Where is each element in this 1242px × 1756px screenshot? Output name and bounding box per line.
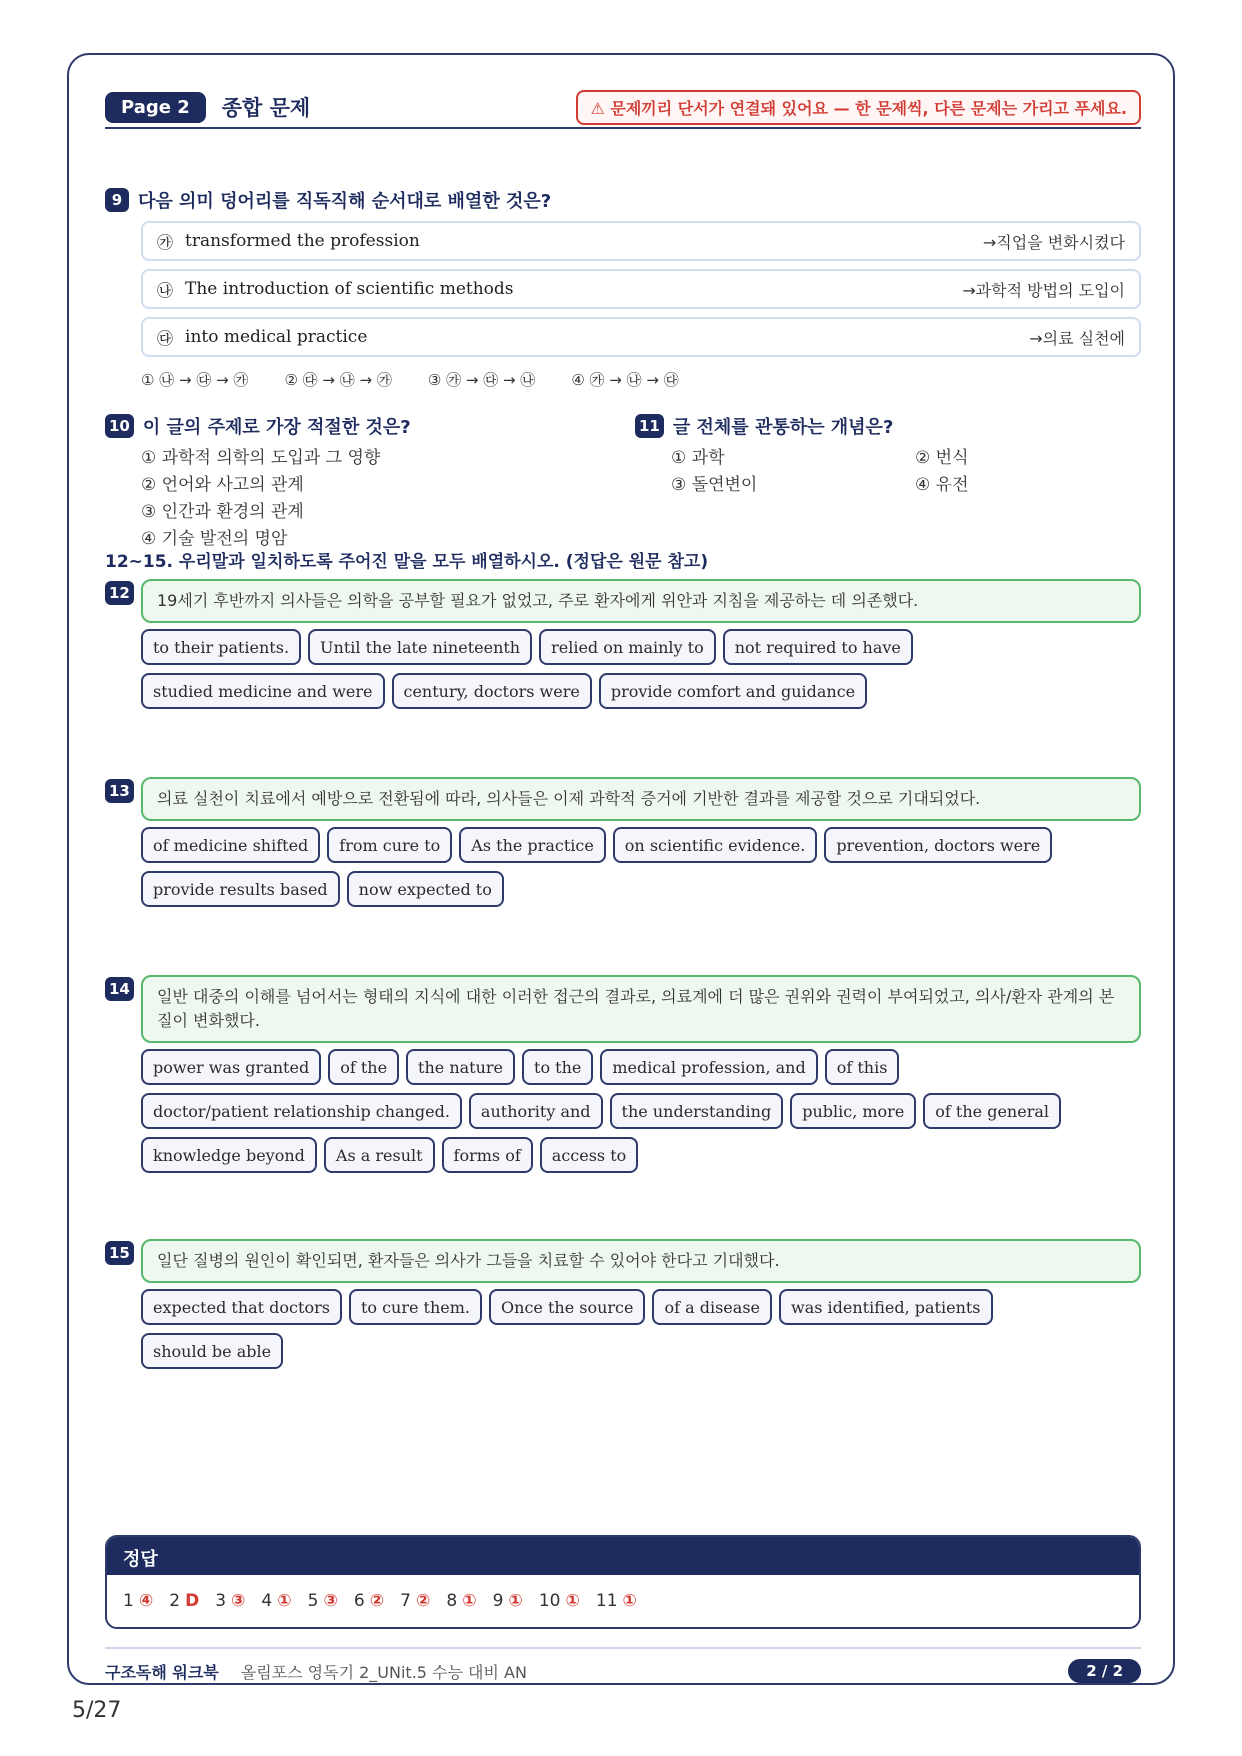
page-badge: Page 2 bbox=[105, 92, 206, 123]
option[interactable]: ④ 기술 발전의 명암 bbox=[141, 529, 288, 549]
answer-value: ③ bbox=[323, 1591, 338, 1611]
phrase-row bbox=[141, 269, 1141, 309]
answer-item bbox=[308, 1591, 338, 1611]
word-chip[interactable]: As the practice bbox=[459, 827, 606, 863]
answer-number: 2 bbox=[169, 1591, 181, 1611]
word-chip[interactable]: the nature bbox=[406, 1049, 515, 1085]
word-chip[interactable]: of the general bbox=[923, 1093, 1061, 1129]
answer-number: 3 bbox=[215, 1591, 227, 1611]
answer-number: 11 bbox=[595, 1591, 618, 1611]
word-chip[interactable]: medical profession, and bbox=[600, 1049, 817, 1085]
word-chip[interactable]: now expected to bbox=[347, 871, 504, 907]
option[interactable]: ④ ㉮ → ㉯ → ㉰ bbox=[571, 371, 679, 389]
question-number: 15 bbox=[105, 1241, 134, 1265]
word-chip[interactable]: studied medicine and were bbox=[141, 673, 385, 709]
answer-value: ① bbox=[462, 1591, 477, 1611]
answer-value: ② bbox=[369, 1591, 385, 1611]
phrase-english: transformed the profession bbox=[185, 231, 420, 251]
option[interactable]: ③ ㉮ → ㉰ → ㉯ bbox=[427, 371, 536, 389]
word-chip[interactable]: forms of bbox=[442, 1137, 533, 1173]
word-chip[interactable]: power was granted bbox=[141, 1049, 321, 1085]
answer-value: ① bbox=[508, 1591, 523, 1611]
phrase-english: into medical practice bbox=[185, 327, 368, 347]
answer-value: ③ bbox=[231, 1591, 246, 1611]
word-chip[interactable]: knowledge beyond bbox=[141, 1137, 317, 1173]
phrase-mark: ㉯ bbox=[157, 280, 174, 300]
page-footer bbox=[105, 1647, 1141, 1683]
answer-options bbox=[671, 445, 1141, 499]
task-13 bbox=[105, 777, 1141, 907]
phrase-mark: ㉮ bbox=[157, 232, 174, 252]
answer-number: 10 bbox=[538, 1591, 561, 1611]
option[interactable]: ① 과학 bbox=[671, 448, 725, 468]
word-chip[interactable]: provide comfort and guidance bbox=[599, 673, 867, 709]
answer-item bbox=[493, 1591, 523, 1611]
word-chip[interactable]: the understanding bbox=[610, 1093, 784, 1129]
page-header bbox=[105, 91, 1141, 129]
word-chip[interactable]: of medicine shifted bbox=[141, 827, 320, 863]
answer-value: ① bbox=[565, 1591, 580, 1611]
answer-item bbox=[215, 1591, 245, 1611]
korean-sentence: 일반 대중의 이해를 넘어서는 형태의 지식에 대한 이러한 접근의 결과로, 의료계에 더 많은 권위와 권력이 부여되었고, 의사/환자 관계의 본질이 변화했다. bbox=[141, 975, 1141, 1043]
answer-value: ② bbox=[415, 1591, 431, 1611]
option[interactable]: ① ㉯ → ㉰ → ㉮ bbox=[141, 371, 249, 389]
answer-value: ① bbox=[277, 1591, 292, 1611]
answer-options bbox=[141, 369, 1141, 390]
answer-key bbox=[105, 1535, 1141, 1629]
option[interactable]: ③ 인간과 환경의 관계 bbox=[141, 502, 304, 522]
answer-value: ④ bbox=[138, 1591, 154, 1611]
phrase-english: The introduction of scientific methods bbox=[185, 279, 514, 299]
answer-number: 4 bbox=[261, 1591, 273, 1611]
word-chip[interactable]: of the bbox=[328, 1049, 399, 1085]
page-content bbox=[105, 91, 1141, 1682]
word-chip[interactable]: As a result bbox=[324, 1137, 435, 1173]
answer-number: 6 bbox=[353, 1591, 365, 1611]
word-chip[interactable]: relied on mainly to bbox=[539, 629, 716, 665]
footer-brand: 구조독해 워크북 bbox=[105, 1662, 219, 1682]
answer-key-title: 정답 bbox=[107, 1537, 1139, 1575]
korean-sentence: 의료 실천이 치료에서 예방으로 전환됨에 따라, 의사들은 이제 과학적 증거에 기반한 결과를 제공할 것으로 기대되었다. bbox=[141, 777, 1141, 821]
answer-number: 1 bbox=[123, 1591, 134, 1611]
korean-sentence: 일단 질병의 원인이 확인되면, 환자들은 의사가 그들을 치료할 수 있어야 한다고 기대했다. bbox=[141, 1239, 1141, 1283]
question-9-head bbox=[105, 187, 1141, 213]
phrase-row bbox=[141, 317, 1141, 357]
word-chip[interactable]: to their patients. bbox=[141, 629, 301, 665]
page-title: 종합 문제 bbox=[221, 96, 311, 120]
word-chip[interactable]: century, doctors were bbox=[392, 673, 592, 709]
question-text: 글 전체를 관통하는 개념은? bbox=[672, 417, 894, 438]
answer-item bbox=[169, 1591, 199, 1611]
answer-item bbox=[446, 1591, 476, 1611]
word-chip[interactable]: from cure to bbox=[327, 827, 452, 863]
answer-value: D bbox=[185, 1591, 200, 1611]
question-text: 이 글의 주제로 가장 적절한 것은? bbox=[142, 417, 411, 438]
word-chip[interactable]: provide results based bbox=[141, 871, 340, 907]
option[interactable]: ③ 돌연변이 bbox=[671, 475, 758, 495]
answer-number: 5 bbox=[307, 1591, 319, 1611]
chip-bank bbox=[141, 629, 1141, 709]
word-chip[interactable]: to cure them. bbox=[349, 1289, 482, 1325]
question-number: 11 bbox=[635, 414, 664, 438]
word-chip[interactable]: expected that doctors bbox=[141, 1289, 342, 1325]
word-chip[interactable]: Until the late nineteenth bbox=[308, 629, 532, 665]
answer-item bbox=[261, 1591, 291, 1611]
word-chip[interactable]: authority and bbox=[469, 1093, 603, 1129]
worksheet-page bbox=[67, 53, 1175, 1685]
option[interactable]: ② 번식 bbox=[915, 448, 969, 468]
question-9 bbox=[105, 187, 1141, 390]
document-page-counter: 5/27 bbox=[72, 1698, 122, 1723]
answer-number: 8 bbox=[446, 1591, 458, 1611]
question-11 bbox=[635, 413, 1141, 499]
question-number: 13 bbox=[105, 779, 134, 803]
question-11-head bbox=[635, 413, 1141, 439]
question-number: 10 bbox=[105, 414, 134, 438]
answer-number: 7 bbox=[400, 1591, 411, 1611]
question-number: 12 bbox=[105, 581, 134, 605]
phrase-mark: ㉰ bbox=[157, 328, 174, 348]
warning-banner: ⚠ 문제끼리 단서가 연결돼 있어요 — 한 문제씩, 다른 문제는 가리고 푸세요. bbox=[576, 90, 1141, 125]
word-chip[interactable]: of a disease bbox=[652, 1289, 772, 1325]
phrase-korean: →의료 실천에 bbox=[1029, 328, 1125, 348]
footer-course: 올림포스 영독기 2_UNit.5 수능 대비 AN bbox=[240, 1662, 527, 1682]
phrase-korean: →과학적 방법의 도입이 bbox=[962, 280, 1125, 300]
chip-bank bbox=[141, 1049, 1141, 1173]
task-14 bbox=[105, 975, 1141, 1173]
section-title: 12~15. 우리말과 일치하도록 주어진 말을 모두 배열하시오. (정답은 원문 참고) bbox=[105, 552, 709, 572]
question-10 bbox=[105, 413, 625, 553]
answer-item bbox=[354, 1591, 384, 1611]
answer-options bbox=[141, 445, 625, 553]
word-chip[interactable]: public, more bbox=[790, 1093, 916, 1129]
page-number-badge: 2 / 2 bbox=[1068, 1659, 1141, 1683]
question-number: 9 bbox=[105, 188, 129, 212]
korean-sentence: 19세기 후반까지 의사들은 의학을 공부할 필요가 없었고, 주로 환자에게 위안과 지침을 제공하는 데 의존했다. bbox=[141, 579, 1141, 623]
word-chip[interactable]: of this bbox=[825, 1049, 900, 1085]
phrase-row bbox=[141, 221, 1141, 261]
chip-bank bbox=[141, 827, 1141, 907]
word-chip[interactable]: doctor/patient relationship changed. bbox=[141, 1093, 462, 1129]
answer-key-list bbox=[107, 1575, 1139, 1627]
answer-number: 9 bbox=[492, 1591, 504, 1611]
option[interactable]: ④ 유전 bbox=[915, 475, 969, 495]
word-chip[interactable]: to the bbox=[522, 1049, 593, 1085]
word-chip[interactable]: not required to have bbox=[723, 629, 913, 665]
word-chip[interactable]: on scientific evidence. bbox=[613, 827, 818, 863]
word-chip[interactable]: prevention, doctors were bbox=[824, 827, 1052, 863]
question-text: 다음 의미 덩어리를 직독직해 순서대로 배열한 것은? bbox=[138, 191, 552, 212]
answer-value: ① bbox=[622, 1591, 637, 1611]
word-chip[interactable]: should be able bbox=[141, 1333, 283, 1369]
question-10-head bbox=[105, 413, 625, 439]
answer-item bbox=[539, 1591, 580, 1611]
task-15 bbox=[105, 1239, 1141, 1369]
answer-item bbox=[400, 1591, 430, 1611]
word-chip[interactable]: access to bbox=[540, 1137, 639, 1173]
option[interactable]: ② ㉰ → ㉯ → ㉮ bbox=[284, 371, 392, 389]
phrase-korean: →직업을 변화시켰다 bbox=[982, 232, 1125, 252]
option[interactable]: ② 언어와 사고의 관계 bbox=[141, 475, 304, 495]
task-12 bbox=[105, 579, 1141, 709]
chip-bank bbox=[141, 1289, 1141, 1369]
word-chip[interactable]: Once the source bbox=[489, 1289, 645, 1325]
answer-item bbox=[123, 1591, 153, 1611]
word-chip[interactable]: was identified, patients bbox=[779, 1289, 993, 1325]
option[interactable]: ① 과학적 의학의 도입과 그 영향 bbox=[141, 448, 381, 468]
question-number: 14 bbox=[105, 977, 134, 1001]
answer-item bbox=[596, 1591, 637, 1611]
